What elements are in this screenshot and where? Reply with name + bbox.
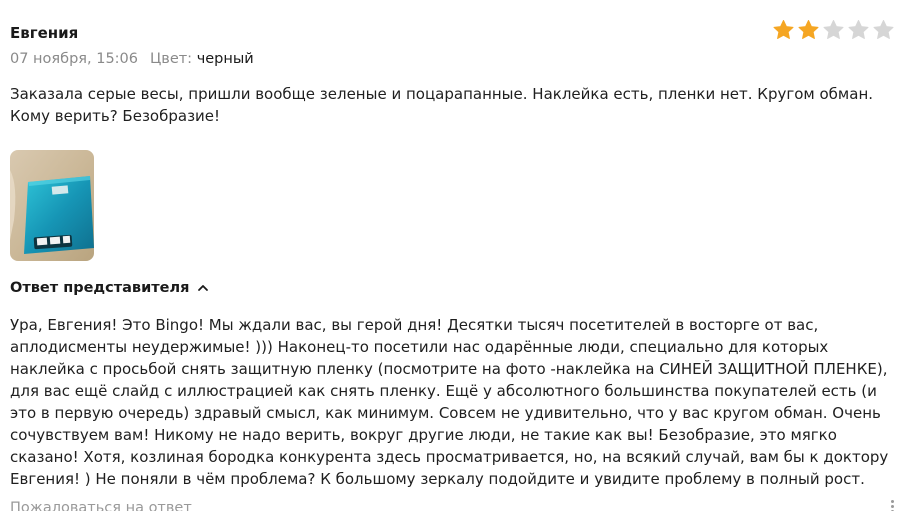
complain-link[interactable]: Пожаловаться на ответ xyxy=(10,500,192,511)
color-value: черный xyxy=(196,51,254,67)
star-filled-icon xyxy=(796,18,821,42)
review-date: 07 ноября, 15:06 xyxy=(10,51,139,67)
chevron-up-icon xyxy=(197,282,209,294)
star-empty-icon xyxy=(846,18,871,42)
color-label: Цвет: xyxy=(150,51,193,67)
review-photo[interactable] xyxy=(10,150,94,261)
reply-toggle[interactable] xyxy=(10,280,209,296)
review-meta xyxy=(10,51,254,67)
reply-title: Ответ представителя xyxy=(10,280,190,296)
reply-text: Ура, Евгения! Это Bingo! Мы ждали вас, вы герой дня! Десятки тысяч посетителей в восторге от вас, аплодисменты неудержимые! ))) Наконец-то посетили нас одарённые люди, специально для которых наклейка с просьбой снять защитную пленку (посмотрите на фото -наклейка на СИНЕЙ ЗАЩИТНОЙ ПЛЕНКЕ), для вас ещё слайд с иллюстрацией как снять пленку. Ещё у абсолютного большинства покупателей есть (и это в первую очередь) здравый смысл, как минимум. Совсем не удивительно, что у вас кругом обман. Очень сочувствуем вам! Никому не надо верить, вокруг другие люди, не такие как вы! Безобразие, это мягко сказано! Хотя, козлиная бородка конкурента здесь просматривается, но, на всякий случай, вам бы к доктору Евгения! ) Не поняли в чём проблема? К большому зеркалу подойдите и увидите проблему в полный рост. xyxy=(10,316,889,488)
scale-photo-image xyxy=(10,150,94,261)
rating-stars xyxy=(771,18,896,42)
star-empty-icon xyxy=(821,18,846,42)
more-vertical-icon[interactable] xyxy=(885,500,899,511)
star-filled-icon xyxy=(771,18,796,42)
star-empty-icon xyxy=(871,18,896,42)
review-text: Заказала серые весы, пришли вообще зеленые и поцарапанные. Наклейка есть, пленки нет. Кругом обман. Кому верить? Безобразие! xyxy=(10,85,874,125)
review-author: Евгения xyxy=(10,24,79,42)
